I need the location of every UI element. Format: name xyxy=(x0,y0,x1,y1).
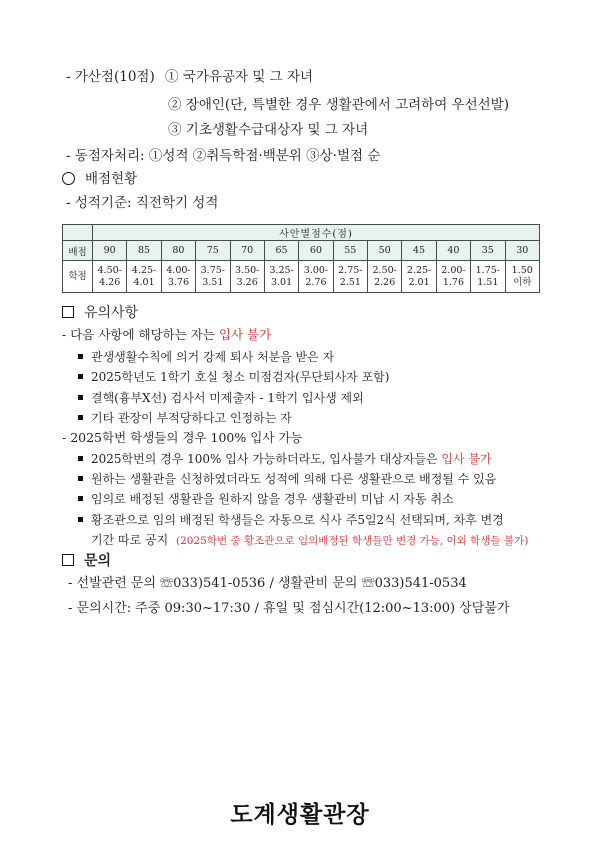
list-item: 임의로 배정된 생활관을 원하지 않을 경우 생활관비 미납 시 자동 취소 xyxy=(78,490,454,508)
score-table xyxy=(62,224,540,293)
points-cell: 70 xyxy=(230,241,264,261)
list-item: 2025학년도 1학기 호실 청소 미점검자(무단퇴사자 포함) xyxy=(78,368,389,386)
gpa-cell: 3.00- 2.76 xyxy=(299,261,333,293)
bullet-icon xyxy=(78,517,83,522)
list-item: 관생생활수칙에 의거 강제 퇴사 처분을 받은 자 xyxy=(78,348,334,366)
points-cell: 45 xyxy=(402,241,436,261)
points-cell: 80 xyxy=(161,241,195,261)
bonus-item-1: ① 국가유공자 및 그 자녀 xyxy=(165,69,314,85)
points-cell: 40 xyxy=(436,241,470,261)
list-item: 2025학번의 경우 100% 입사 가능하더라도, 입사불가 대상자들은 입사 불가 xyxy=(78,450,492,468)
square-bullet-icon xyxy=(62,554,74,566)
gpa-cell: 3.25- 3.01 xyxy=(264,261,298,293)
gpa-cell: 3.75- 3.51 xyxy=(196,261,230,293)
points-cell: 30 xyxy=(505,241,540,261)
gpa-cell: 4.50- 4.26 xyxy=(93,261,127,293)
list-item-continuation: 기간 따로 공지 (2025학번 중 황조관으로 임의배정된 학생들만 변경 가능, 이외 학생들 불가) xyxy=(91,533,529,547)
gpa-cell: 2.00- 1.76 xyxy=(436,261,470,293)
gpa-cell: 4.25- 4.01 xyxy=(127,261,161,293)
allocation-heading: 배점현황 xyxy=(62,170,137,188)
notes-heading: 유의사항 xyxy=(62,304,138,322)
bullet-icon xyxy=(78,496,83,501)
points-cell: 55 xyxy=(333,241,367,261)
gpa-cell: 1.75- 1.51 xyxy=(471,261,505,293)
circle-bullet-icon xyxy=(62,172,75,185)
points-cell: 90 xyxy=(93,241,127,261)
list-item: 결핵(흉부X선) 검사서 미제출자 - 1학기 입사생 제외 xyxy=(78,389,364,407)
contact-line-1: - 선발관련 문의 ☏033)541-0536 / 생활관비 문의 ☏033)541-0534 xyxy=(68,576,467,591)
points-cell: 85 xyxy=(127,241,161,261)
gpa-cell: 2.25- 2.01 xyxy=(402,261,436,293)
bullet-icon xyxy=(78,395,83,400)
bonus-item-2: ② 장애인(단, 특별한 경우 생활관에서 고려하여 우선선발) xyxy=(168,97,509,113)
bonus-line-1 xyxy=(66,68,313,86)
points-cell: 65 xyxy=(264,241,298,261)
gpa-cell: 2.75- 2.51 xyxy=(333,261,367,293)
points-cell: 50 xyxy=(368,241,402,261)
square-bullet-icon xyxy=(62,306,74,318)
bullet-icon xyxy=(78,415,83,420)
bullet-icon xyxy=(78,374,83,379)
list-item: 기타 관장이 부적당하다고 인정하는 자 xyxy=(78,409,292,427)
list-item: 황조관으로 임의 배정된 학생들은 자동으로 식사 주5일2식 선택되며, 차후 변경 xyxy=(78,511,504,529)
gpa-cell: 3.50- 3.26 xyxy=(230,261,264,293)
bonus-label: - 가산점(10점) xyxy=(66,69,155,85)
score-criteria: - 성적기준: 직전학기 성적 xyxy=(66,195,219,211)
gpa-cell: 1.50 이하 xyxy=(505,261,540,293)
gpa-row-label: 학점 xyxy=(63,261,93,293)
points-cell: 35 xyxy=(471,241,505,261)
table-header: 사안별점수(점) xyxy=(93,225,540,241)
points-cell: 75 xyxy=(196,241,230,261)
footer-title: 도계생활관장 xyxy=(230,802,370,828)
notes-sub2: - 2025학번 학생들의 경우 100% 입사 가능 xyxy=(62,430,303,445)
gpa-cell: 4.00- 3.76 xyxy=(161,261,195,293)
bonus-item-3: ③ 기초생활수급대상자 및 그 자녀 xyxy=(168,122,369,138)
notes-intro: - 다음 사항에 해당하는 자는 입사 불가 xyxy=(62,327,272,342)
list-item: 원하는 생활관을 신청하였더라도 성적에 의해 다른 생활관으로 배정될 수 있음 xyxy=(78,470,496,488)
table-corner xyxy=(63,225,93,241)
bullet-icon xyxy=(78,354,83,359)
tiebreak-rule: - 동점자처리: ①성적 ②취득학점·백분위 ③상·벌점 순 xyxy=(66,148,381,164)
points-cell: 60 xyxy=(299,241,333,261)
bullet-icon xyxy=(78,476,83,481)
points-row-label: 배점 xyxy=(63,241,93,261)
contact-line-2: - 문의시간: 주중 09:30~17:30 / 휴일 및 점심시간(12:00~13:00) 상담불가 xyxy=(68,601,510,616)
bullet-icon xyxy=(78,456,83,461)
contact-heading: 문의 xyxy=(62,552,111,570)
gpa-cell: 2.50- 2.26 xyxy=(368,261,402,293)
